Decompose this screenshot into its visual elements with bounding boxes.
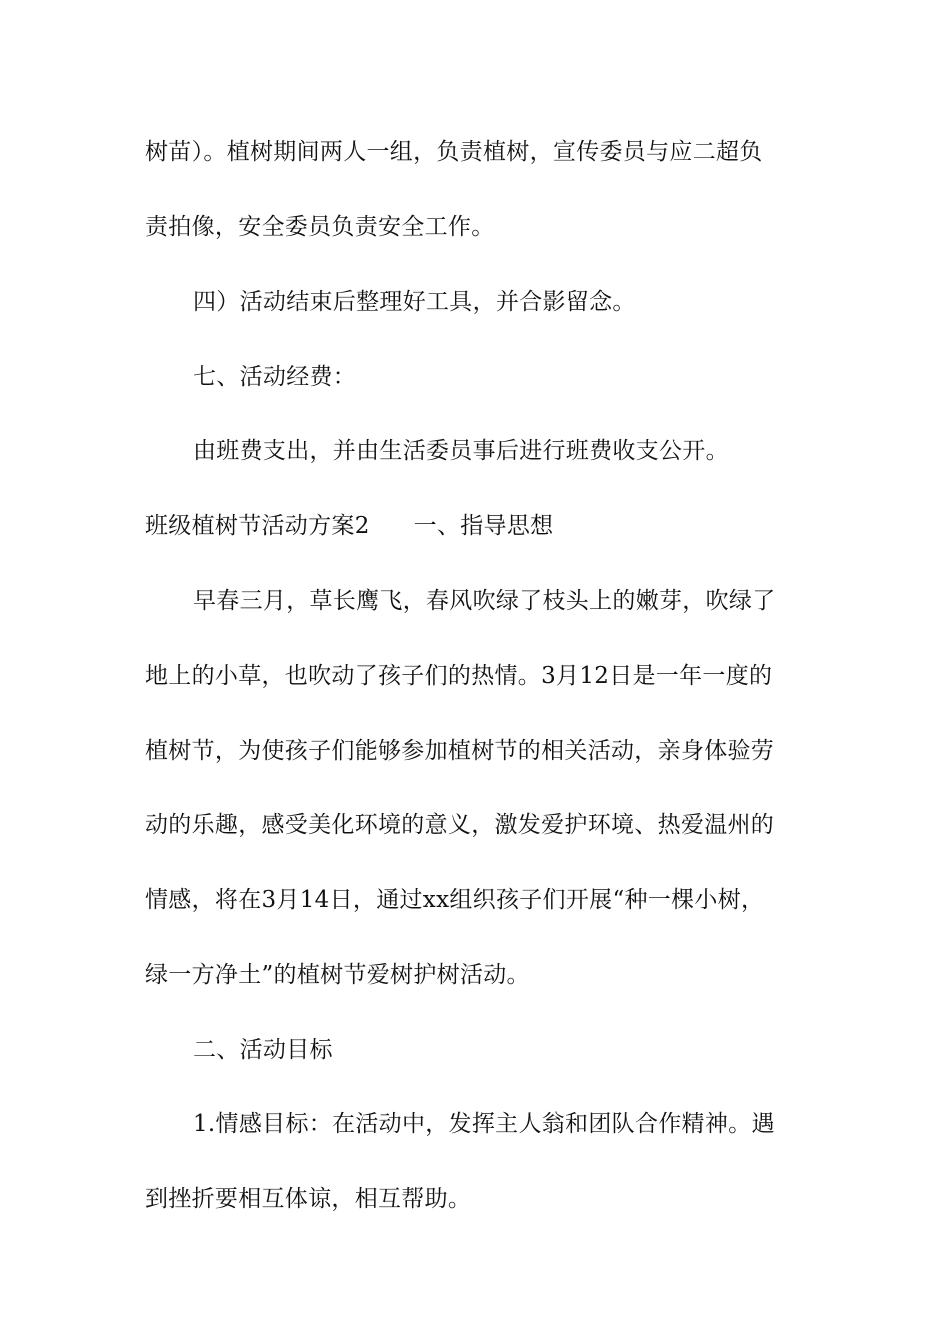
text-line: 早春三月，草长鹰飞，春风吹绿了枝头上的嫩芽，吹绿了 [193, 588, 776, 614]
text-line: 责拍像，安全委员负责安全工作。 [145, 214, 495, 240]
document-title: 班级植树节活动方案2 [145, 513, 370, 539]
text-line: 植树节，为使孩子们能够参加植树节的相关活动，亲身体验劳 [145, 738, 775, 764]
section-heading: 二、活动目标 [193, 1037, 333, 1063]
text-line: 动的乐趣，感受美化环境的意义，激发爱护环境、热爱温州的 [145, 812, 775, 838]
text-line: 树苗）。植树期间两人一组，负责植树，宣传委员与应二超负 [145, 139, 763, 165]
section-heading: 七、活动经费： [193, 364, 357, 390]
text-line: 1.情感目标：在活动中，发挥主人翁和团队合作精神。遇 [193, 1111, 775, 1137]
text-line: 由班费支出，并由生活委员事后进行班费收支公开。 [193, 438, 729, 464]
text-line: 绿一方净土”的植树节爱树护树活动。 [145, 962, 530, 988]
text-line: 到挫折要相互体谅，相互帮助。 [145, 1186, 472, 1212]
text-line: 地上的小草，也吹动了孩子们的热情。3月12日是一年一度的 [145, 663, 773, 689]
text-line: 情感，将在3月14日，通过xx组织孩子们开展“种一棵小树， [145, 887, 765, 913]
text-line: 四）活动结束后整理好工具，并合影留念。 [193, 289, 636, 315]
section-heading: 一、指导思想 [413, 513, 554, 539]
document-title-line [145, 511, 553, 541]
